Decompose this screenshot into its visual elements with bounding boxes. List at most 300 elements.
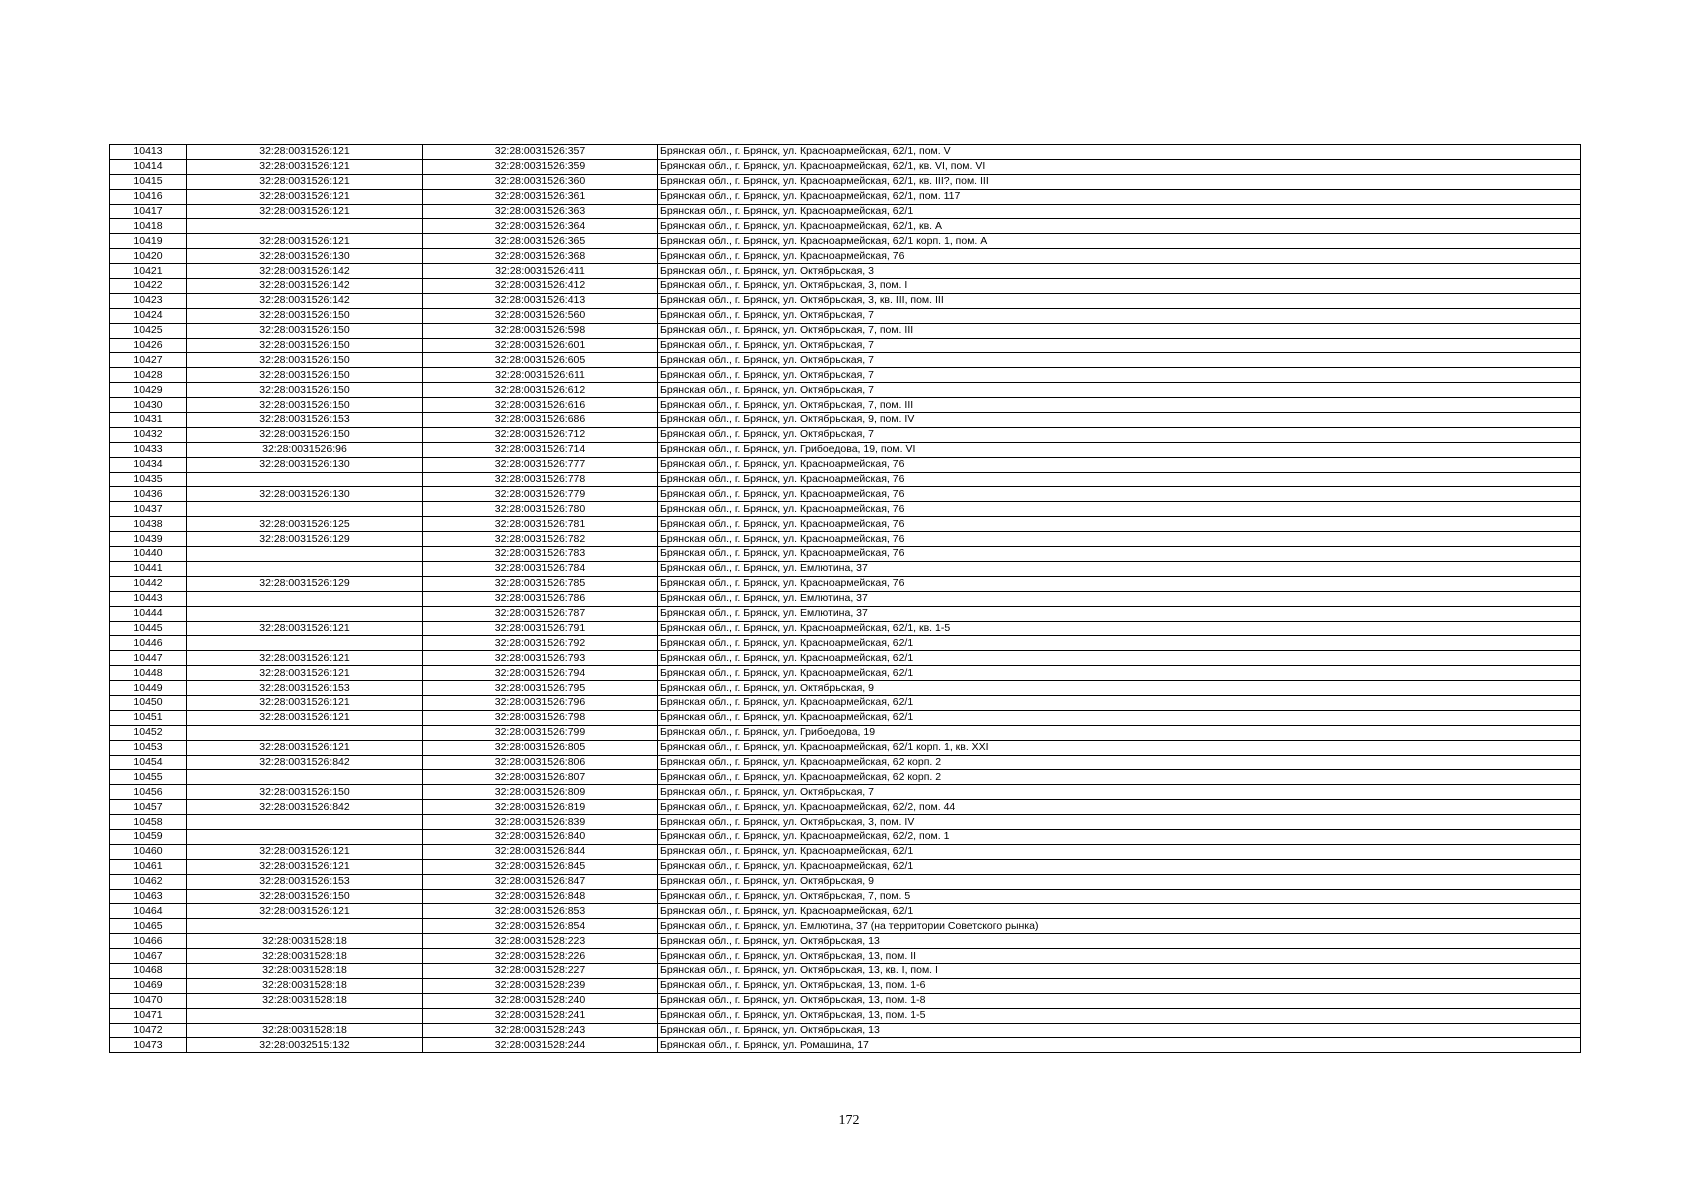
cadastral-number-cell: 32:28:0031526:783 bbox=[423, 547, 658, 562]
parent-cadastral-number-cell bbox=[187, 606, 423, 621]
row-number-cell: 10442 bbox=[110, 576, 187, 591]
parent-cadastral-number-cell: 32:28:0031526:150 bbox=[187, 398, 423, 413]
row-number-cell: 10473 bbox=[110, 1038, 187, 1053]
address-cell: Брянская обл., г. Брянск, ул. Красноармейская, 62/1 bbox=[658, 695, 1581, 710]
row-number-cell: 10417 bbox=[110, 204, 187, 219]
cadastral-number-cell: 32:28:0031526:854 bbox=[423, 919, 658, 934]
row-number-cell: 10430 bbox=[110, 398, 187, 413]
parent-cadastral-number-cell: 32:28:0031526:129 bbox=[187, 576, 423, 591]
row-number-cell: 10431 bbox=[110, 413, 187, 428]
cadastral-number-cell: 32:28:0031526:793 bbox=[423, 651, 658, 666]
address-cell: Брянская обл., г. Брянск, ул. Красноармейская, 62/2, пом. 44 bbox=[658, 800, 1581, 815]
parent-cadastral-number-cell: 32:28:0031526:153 bbox=[187, 681, 423, 696]
parent-cadastral-number-cell: 32:28:0031526:121 bbox=[187, 666, 423, 681]
parent-cadastral-number-cell bbox=[187, 919, 423, 934]
cadastral-number-cell: 32:28:0031526:363 bbox=[423, 204, 658, 219]
parent-cadastral-number-cell: 32:28:0031526:142 bbox=[187, 293, 423, 308]
table-row bbox=[110, 681, 1581, 696]
table-row bbox=[110, 174, 1581, 189]
row-number-cell: 10447 bbox=[110, 651, 187, 666]
table-row bbox=[110, 502, 1581, 517]
parent-cadastral-number-cell bbox=[187, 815, 423, 830]
parent-cadastral-number-cell: 32:28:0031526:96 bbox=[187, 442, 423, 457]
table-row bbox=[110, 993, 1581, 1008]
cadastral-number-cell: 32:28:0031526:844 bbox=[423, 844, 658, 859]
row-number-cell: 10465 bbox=[110, 919, 187, 934]
parent-cadastral-number-cell: 32:28:0031528:18 bbox=[187, 949, 423, 964]
address-cell: Брянская обл., г. Брянск, ул. Красноармейская, 62/1, пом. V bbox=[658, 145, 1581, 160]
address-cell: Брянская обл., г. Брянск, ул. Октябрьская, 7 bbox=[658, 383, 1581, 398]
address-cell: Брянская обл., г. Брянск, ул. Красноармейская, 76 bbox=[658, 517, 1581, 532]
table-row bbox=[110, 1038, 1581, 1053]
table-row bbox=[110, 487, 1581, 502]
table-row bbox=[110, 785, 1581, 800]
table-row bbox=[110, 695, 1581, 710]
table-row bbox=[110, 308, 1581, 323]
table-row bbox=[110, 279, 1581, 294]
address-cell: Брянская обл., г. Брянск, ул. Красноармейская, 76 bbox=[658, 487, 1581, 502]
cadastral-number-cell: 32:28:0031528:226 bbox=[423, 949, 658, 964]
table-row bbox=[110, 889, 1581, 904]
parent-cadastral-number-cell: 32:28:0031526:121 bbox=[187, 234, 423, 249]
address-cell: Брянская обл., г. Брянск, ул. Октябрьская, 13, кв. I, пом. I bbox=[658, 963, 1581, 978]
parent-cadastral-number-cell: 32:28:0031526:121 bbox=[187, 859, 423, 874]
address-cell: Брянская обл., г. Брянск, ул. Красноармейская, 62/1 bbox=[658, 651, 1581, 666]
cadastral-number-cell: 32:28:0031526:796 bbox=[423, 695, 658, 710]
address-cell: Брянская обл., г. Брянск, ул. Красноармейская, 76 bbox=[658, 532, 1581, 547]
row-number-cell: 10463 bbox=[110, 889, 187, 904]
parent-cadastral-number-cell: 32:28:0031526:121 bbox=[187, 204, 423, 219]
parent-cadastral-number-cell: 32:28:0031526:842 bbox=[187, 755, 423, 770]
cadastral-number-cell: 32:28:0031526:560 bbox=[423, 308, 658, 323]
cadastral-number-cell: 32:28:0031528:241 bbox=[423, 1008, 658, 1023]
row-number-cell: 10470 bbox=[110, 993, 187, 1008]
row-number-cell: 10469 bbox=[110, 978, 187, 993]
row-number-cell: 10450 bbox=[110, 695, 187, 710]
address-cell: Брянская обл., г. Брянск, ул. Емлютина, 37 (на территории Советского рынка) bbox=[658, 919, 1581, 934]
cadastral-number-cell: 32:28:0031526:361 bbox=[423, 189, 658, 204]
address-cell: Брянская обл., г. Брянск, ул. Красноармейская, 62 корп. 2 bbox=[658, 755, 1581, 770]
table-row bbox=[110, 264, 1581, 279]
parent-cadastral-number-cell: 32:28:0031526:150 bbox=[187, 889, 423, 904]
parent-cadastral-number-cell: 32:28:0031528:18 bbox=[187, 978, 423, 993]
parent-cadastral-number-cell: 32:28:0031526:153 bbox=[187, 874, 423, 889]
row-number-cell: 10425 bbox=[110, 323, 187, 338]
table-row bbox=[110, 666, 1581, 681]
cadastral-number-cell: 32:28:0031526:357 bbox=[423, 145, 658, 160]
row-number-cell: 10441 bbox=[110, 561, 187, 576]
row-number-cell: 10472 bbox=[110, 1023, 187, 1038]
address-cell: Брянская обл., г. Брянск, ул. Красноармейская, 62/1 bbox=[658, 636, 1581, 651]
table-row bbox=[110, 829, 1581, 844]
address-cell: Брянская обл., г. Брянск, ул. Красноармейская, 62/1, кв. III?, пом. III bbox=[658, 174, 1581, 189]
row-number-cell: 10466 bbox=[110, 934, 187, 949]
address-cell: Брянская обл., г. Брянск, ул. Красноармейская, 76 bbox=[658, 457, 1581, 472]
cadastral-number-cell: 32:28:0031526:799 bbox=[423, 725, 658, 740]
cadastral-number-cell: 32:28:0031526:819 bbox=[423, 800, 658, 815]
parent-cadastral-number-cell: 32:28:0031526:121 bbox=[187, 695, 423, 710]
table-row bbox=[110, 368, 1581, 383]
table-row bbox=[110, 651, 1581, 666]
address-cell: Брянская обл., г. Брянск, ул. Красноармейская, 62/1, пом. 117 bbox=[658, 189, 1581, 204]
table-row bbox=[110, 1023, 1581, 1038]
table-row bbox=[110, 145, 1581, 160]
cadastral-number-cell: 32:28:0031526:809 bbox=[423, 785, 658, 800]
cadastral-number-cell: 32:28:0031526:839 bbox=[423, 815, 658, 830]
row-number-cell: 10427 bbox=[110, 353, 187, 368]
parent-cadastral-number-cell: 32:28:0031526:130 bbox=[187, 487, 423, 502]
table-row bbox=[110, 606, 1581, 621]
address-cell: Брянская обл., г. Брянск, ул. Октябрьская, 3, кв. III, пом. III bbox=[658, 293, 1581, 308]
table-row bbox=[110, 338, 1581, 353]
parent-cadastral-number-cell: 32:28:0031526:150 bbox=[187, 308, 423, 323]
row-number-cell: 10437 bbox=[110, 502, 187, 517]
cadastral-number-cell: 32:28:0031526:798 bbox=[423, 710, 658, 725]
parent-cadastral-number-cell bbox=[187, 829, 423, 844]
cadastral-number-cell: 32:28:0031526:782 bbox=[423, 532, 658, 547]
row-number-cell: 10443 bbox=[110, 591, 187, 606]
address-cell: Брянская обл., г. Брянск, ул. Красноармейская, 76 bbox=[658, 502, 1581, 517]
address-cell: Брянская обл., г. Брянск, ул. Октябрьская, 9, пом. IV bbox=[658, 413, 1581, 428]
cadastral-number-cell: 32:28:0031528:227 bbox=[423, 963, 658, 978]
parent-cadastral-number-cell: 32:28:0031526:125 bbox=[187, 517, 423, 532]
table-row bbox=[110, 874, 1581, 889]
table-row bbox=[110, 413, 1581, 428]
parent-cadastral-number-cell: 32:28:0031526:153 bbox=[187, 413, 423, 428]
parent-cadastral-number-cell: 32:28:0031526:150 bbox=[187, 368, 423, 383]
address-cell: Брянская обл., г. Брянск, ул. Красноармейская, 62/1 корп. 1, кв. XXI bbox=[658, 740, 1581, 755]
row-number-cell: 10471 bbox=[110, 1008, 187, 1023]
table-row bbox=[110, 457, 1581, 472]
table-row bbox=[110, 576, 1581, 591]
table-row bbox=[110, 636, 1581, 651]
parent-cadastral-number-cell bbox=[187, 547, 423, 562]
parent-cadastral-number-cell: 32:28:0031528:18 bbox=[187, 963, 423, 978]
row-number-cell: 10421 bbox=[110, 264, 187, 279]
table-row bbox=[110, 427, 1581, 442]
row-number-cell: 10456 bbox=[110, 785, 187, 800]
table-row bbox=[110, 219, 1581, 234]
parent-cadastral-number-cell: 32:28:0031526:121 bbox=[187, 740, 423, 755]
address-cell: Брянская обл., г. Брянск, ул. Октябрьская, 13 bbox=[658, 1023, 1581, 1038]
address-cell: Брянская обл., г. Брянск, ул. Октябрьская, 3, пом. I bbox=[658, 279, 1581, 294]
cadastral-number-cell: 32:28:0031526:598 bbox=[423, 323, 658, 338]
parent-cadastral-number-cell: 32:28:0031526:150 bbox=[187, 427, 423, 442]
cadastral-number-cell: 32:28:0031526:779 bbox=[423, 487, 658, 502]
address-cell: Брянская обл., г. Брянск, ул. Красноармейская, 62/1 bbox=[658, 204, 1581, 219]
table-row bbox=[110, 472, 1581, 487]
cadastral-number-cell: 32:28:0031526:853 bbox=[423, 904, 658, 919]
row-number-cell: 10460 bbox=[110, 844, 187, 859]
table-row bbox=[110, 949, 1581, 964]
row-number-cell: 10428 bbox=[110, 368, 187, 383]
address-cell: Брянская обл., г. Брянск, ул. Октябрьская, 7 bbox=[658, 785, 1581, 800]
cadastral-number-cell: 32:28:0031526:786 bbox=[423, 591, 658, 606]
parent-cadastral-number-cell: 32:28:0031526:121 bbox=[187, 621, 423, 636]
address-cell: Брянская обл., г. Брянск, ул. Емлютина, 37 bbox=[658, 606, 1581, 621]
table-row bbox=[110, 383, 1581, 398]
table-row bbox=[110, 234, 1581, 249]
parent-cadastral-number-cell: 32:28:0031526:150 bbox=[187, 383, 423, 398]
parent-cadastral-number-cell: 32:28:0032515:132 bbox=[187, 1038, 423, 1053]
parent-cadastral-number-cell: 32:28:0031526:129 bbox=[187, 532, 423, 547]
address-cell: Брянская обл., г. Брянск, ул. Красноармейская, 76 bbox=[658, 472, 1581, 487]
cadastral-number-cell: 32:28:0031526:794 bbox=[423, 666, 658, 681]
table-row bbox=[110, 859, 1581, 874]
row-number-cell: 10461 bbox=[110, 859, 187, 874]
cadastral-number-cell: 32:28:0031526:777 bbox=[423, 457, 658, 472]
cadastral-number-cell: 32:28:0031526:791 bbox=[423, 621, 658, 636]
row-number-cell: 10436 bbox=[110, 487, 187, 502]
row-number-cell: 10455 bbox=[110, 770, 187, 785]
parent-cadastral-number-cell: 32:28:0031526:121 bbox=[187, 844, 423, 859]
row-number-cell: 10429 bbox=[110, 383, 187, 398]
parent-cadastral-number-cell: 32:28:0031526:121 bbox=[187, 710, 423, 725]
cadastral-number-cell: 32:28:0031526:806 bbox=[423, 755, 658, 770]
row-number-cell: 10458 bbox=[110, 815, 187, 830]
address-cell: Брянская обл., г. Брянск, ул. Октябрьская, 3, пом. IV bbox=[658, 815, 1581, 830]
address-cell: Брянская обл., г. Брянск, ул. Ромашина, 17 bbox=[658, 1038, 1581, 1053]
row-number-cell: 10467 bbox=[110, 949, 187, 964]
cadastral-number-cell: 32:28:0031526:411 bbox=[423, 264, 658, 279]
row-number-cell: 10446 bbox=[110, 636, 187, 651]
parent-cadastral-number-cell bbox=[187, 1008, 423, 1023]
address-cell: Брянская обл., г. Брянск, ул. Октябрьская, 7 bbox=[658, 368, 1581, 383]
row-number-cell: 10468 bbox=[110, 963, 187, 978]
row-number-cell: 10424 bbox=[110, 308, 187, 323]
address-cell: Брянская обл., г. Брянск, ул. Красноармейская, 76 bbox=[658, 576, 1581, 591]
address-cell: Брянская обл., г. Брянск, ул. Октябрьская, 9 bbox=[658, 681, 1581, 696]
parent-cadastral-number-cell: 32:28:0031526:121 bbox=[187, 174, 423, 189]
cadastral-number-cell: 32:28:0031526:714 bbox=[423, 442, 658, 457]
parent-cadastral-number-cell: 32:28:0031526:130 bbox=[187, 457, 423, 472]
row-number-cell: 10415 bbox=[110, 174, 187, 189]
address-cell: Брянская обл., г. Брянск, ул. Красноармейская, 62/1 корп. 1, пом. А bbox=[658, 234, 1581, 249]
row-number-cell: 10438 bbox=[110, 517, 187, 532]
address-cell: Брянская обл., г. Брянск, ул. Красноармейская, 76 bbox=[658, 547, 1581, 562]
row-number-cell: 10435 bbox=[110, 472, 187, 487]
address-cell: Брянская обл., г. Брянск, ул. Октябрьская, 13, пом. II bbox=[658, 949, 1581, 964]
address-cell: Брянская обл., г. Брянск, ул. Красноармейская, 62/1 bbox=[658, 844, 1581, 859]
table-row bbox=[110, 770, 1581, 785]
row-number-cell: 10422 bbox=[110, 279, 187, 294]
parent-cadastral-number-cell: 32:28:0031526:121 bbox=[187, 651, 423, 666]
table-row bbox=[110, 963, 1581, 978]
cadastral-number-cell: 32:28:0031526:807 bbox=[423, 770, 658, 785]
parent-cadastral-number-cell: 32:28:0031526:130 bbox=[187, 249, 423, 264]
address-cell: Брянская обл., г. Брянск, ул. Грибоедова, 19, пом. VI bbox=[658, 442, 1581, 457]
table-row bbox=[110, 710, 1581, 725]
parent-cadastral-number-cell: 32:28:0031528:18 bbox=[187, 993, 423, 1008]
table-row bbox=[110, 740, 1581, 755]
cadastral-number-cell: 32:28:0031528:243 bbox=[423, 1023, 658, 1038]
parent-cadastral-number-cell bbox=[187, 591, 423, 606]
table-row bbox=[110, 293, 1581, 308]
cadastral-number-cell: 32:28:0031526:686 bbox=[423, 413, 658, 428]
address-cell: Брянская обл., г. Брянск, ул. Октябрьская, 13, пом. 1-6 bbox=[658, 978, 1581, 993]
cadastral-number-cell: 32:28:0031526:359 bbox=[423, 159, 658, 174]
cadastral-number-cell: 32:28:0031526:412 bbox=[423, 279, 658, 294]
cadastral-number-cell: 32:28:0031526:605 bbox=[423, 353, 658, 368]
address-cell: Брянская обл., г. Брянск, ул. Грибоедова, 19 bbox=[658, 725, 1581, 740]
parent-cadastral-number-cell bbox=[187, 502, 423, 517]
parent-cadastral-number-cell: 32:28:0031528:18 bbox=[187, 934, 423, 949]
address-cell: Брянская обл., г. Брянск, ул. Красноармейская, 62 корп. 2 bbox=[658, 770, 1581, 785]
row-number-cell: 10416 bbox=[110, 189, 187, 204]
cadastral-number-cell: 32:28:0031528:244 bbox=[423, 1038, 658, 1053]
table-row bbox=[110, 815, 1581, 830]
cadastral-number-cell: 32:28:0031526:784 bbox=[423, 561, 658, 576]
table-row bbox=[110, 755, 1581, 770]
cadastral-number-cell: 32:28:0031526:364 bbox=[423, 219, 658, 234]
address-cell: Брянская обл., г. Брянск, ул. Октябрьская, 13, пом. 1-5 bbox=[658, 1008, 1581, 1023]
parent-cadastral-number-cell: 32:28:0031526:150 bbox=[187, 338, 423, 353]
cadastral-number-cell: 32:28:0031526:805 bbox=[423, 740, 658, 755]
cadastral-number-cell: 32:28:0031526:612 bbox=[423, 383, 658, 398]
address-cell: Брянская обл., г. Брянск, ул. Октябрьская, 9 bbox=[658, 874, 1581, 889]
table-row bbox=[110, 978, 1581, 993]
cadastral-number-cell: 32:28:0031528:239 bbox=[423, 978, 658, 993]
registry-table bbox=[109, 144, 1581, 1053]
table-row bbox=[110, 725, 1581, 740]
table-row bbox=[110, 442, 1581, 457]
table-row bbox=[110, 904, 1581, 919]
address-cell: Брянская обл., г. Брянск, ул. Емлютина, 37 bbox=[658, 591, 1581, 606]
table-row bbox=[110, 353, 1581, 368]
cadastral-number-cell: 32:28:0031526:780 bbox=[423, 502, 658, 517]
cadastral-number-cell: 32:28:0031526:840 bbox=[423, 829, 658, 844]
address-cell: Брянская обл., г. Брянск, ул. Красноармейская, 62/1 bbox=[658, 904, 1581, 919]
parent-cadastral-number-cell: 32:28:0031526:142 bbox=[187, 279, 423, 294]
parent-cadastral-number-cell: 32:28:0031526:150 bbox=[187, 353, 423, 368]
parent-cadastral-number-cell: 32:28:0031526:842 bbox=[187, 800, 423, 815]
row-number-cell: 10433 bbox=[110, 442, 187, 457]
address-cell: Брянская обл., г. Брянск, ул. Емлютина, 37 bbox=[658, 561, 1581, 576]
address-cell: Брянская обл., г. Брянск, ул. Октябрьская, 7 bbox=[658, 353, 1581, 368]
table-row bbox=[110, 398, 1581, 413]
address-cell: Брянская обл., г. Брянск, ул. Октябрьская, 7, пом. III bbox=[658, 398, 1581, 413]
row-number-cell: 10418 bbox=[110, 219, 187, 234]
cadastral-number-cell: 32:28:0031526:847 bbox=[423, 874, 658, 889]
row-number-cell: 10419 bbox=[110, 234, 187, 249]
parent-cadastral-number-cell bbox=[187, 636, 423, 651]
table-row bbox=[110, 800, 1581, 815]
table-row bbox=[110, 561, 1581, 576]
table-row bbox=[110, 323, 1581, 338]
cadastral-number-cell: 32:28:0031526:413 bbox=[423, 293, 658, 308]
row-number-cell: 10434 bbox=[110, 457, 187, 472]
row-number-cell: 10448 bbox=[110, 666, 187, 681]
row-number-cell: 10453 bbox=[110, 740, 187, 755]
parent-cadastral-number-cell: 32:28:0031526:142 bbox=[187, 264, 423, 279]
address-cell: Брянская обл., г. Брянск, ул. Красноармейская, 62/2, пом. 1 bbox=[658, 829, 1581, 844]
table-row bbox=[110, 547, 1581, 562]
row-number-cell: 10426 bbox=[110, 338, 187, 353]
table-row bbox=[110, 204, 1581, 219]
table-row bbox=[110, 249, 1581, 264]
row-number-cell: 10445 bbox=[110, 621, 187, 636]
cadastral-number-cell: 32:28:0031526:781 bbox=[423, 517, 658, 532]
address-cell: Брянская обл., г. Брянск, ул. Красноармейская, 62/1 bbox=[658, 710, 1581, 725]
table-row bbox=[110, 517, 1581, 532]
row-number-cell: 10462 bbox=[110, 874, 187, 889]
table-row bbox=[110, 919, 1581, 934]
cadastral-number-cell: 32:28:0031526:792 bbox=[423, 636, 658, 651]
address-cell: Брянская обл., г. Брянск, ул. Красноармейская, 62/1 bbox=[658, 859, 1581, 874]
cadastral-number-cell: 32:28:0031526:848 bbox=[423, 889, 658, 904]
row-number-cell: 10451 bbox=[110, 710, 187, 725]
parent-cadastral-number-cell: 32:28:0031526:150 bbox=[187, 785, 423, 800]
cadastral-number-cell: 32:28:0031526:360 bbox=[423, 174, 658, 189]
cadastral-number-cell: 32:28:0031526:601 bbox=[423, 338, 658, 353]
row-number-cell: 10439 bbox=[110, 532, 187, 547]
address-cell: Брянская обл., г. Брянск, ул. Октябрьская, 7 bbox=[658, 427, 1581, 442]
table-row bbox=[110, 621, 1581, 636]
address-cell: Брянская обл., г. Брянск, ул. Октябрьская, 3 bbox=[658, 264, 1581, 279]
parent-cadastral-number-cell bbox=[187, 219, 423, 234]
parent-cadastral-number-cell bbox=[187, 725, 423, 740]
cadastral-number-cell: 32:28:0031528:240 bbox=[423, 993, 658, 1008]
row-number-cell: 10413 bbox=[110, 145, 187, 160]
row-number-cell: 10440 bbox=[110, 547, 187, 562]
address-cell: Брянская обл., г. Брянск, ул. Октябрьская, 7 bbox=[658, 308, 1581, 323]
row-number-cell: 10423 bbox=[110, 293, 187, 308]
address-cell: Брянская обл., г. Брянск, ул. Красноармейская, 62/1, кв. VI, пом. VI bbox=[658, 159, 1581, 174]
row-number-cell: 10454 bbox=[110, 755, 187, 770]
table-row bbox=[110, 159, 1581, 174]
parent-cadastral-number-cell: 32:28:0031526:121 bbox=[187, 145, 423, 160]
row-number-cell: 10444 bbox=[110, 606, 187, 621]
cadastral-number-cell: 32:28:0031526:611 bbox=[423, 368, 658, 383]
cadastral-number-cell: 32:28:0031526:365 bbox=[423, 234, 658, 249]
parent-cadastral-number-cell: 32:28:0031526:121 bbox=[187, 159, 423, 174]
cadastral-number-cell: 32:28:0031526:368 bbox=[423, 249, 658, 264]
row-number-cell: 10459 bbox=[110, 829, 187, 844]
address-cell: Брянская обл., г. Брянск, ул. Красноармейская, 62/1, кв. 1-5 bbox=[658, 621, 1581, 636]
address-cell: Брянская обл., г. Брянск, ул. Октябрьская, 13, пом. 1-8 bbox=[658, 993, 1581, 1008]
address-cell: Брянская обл., г. Брянск, ул. Октябрьская, 7, пом. III bbox=[658, 323, 1581, 338]
row-number-cell: 10464 bbox=[110, 904, 187, 919]
address-cell: Брянская обл., г. Брянск, ул. Октябрьская, 7, пом. 5 bbox=[658, 889, 1581, 904]
row-number-cell: 10457 bbox=[110, 800, 187, 815]
cadastral-number-cell: 32:28:0031526:845 bbox=[423, 859, 658, 874]
table-row bbox=[110, 591, 1581, 606]
row-number-cell: 10452 bbox=[110, 725, 187, 740]
address-cell: Брянская обл., г. Брянск, ул. Октябрьская, 7 bbox=[658, 338, 1581, 353]
parent-cadastral-number-cell: 32:28:0031526:150 bbox=[187, 323, 423, 338]
address-cell: Брянская обл., г. Брянск, ул. Красноармейская, 76 bbox=[658, 249, 1581, 264]
row-number-cell: 10420 bbox=[110, 249, 187, 264]
cadastral-number-cell: 32:28:0031526:785 bbox=[423, 576, 658, 591]
cadastral-number-cell: 32:28:0031526:795 bbox=[423, 681, 658, 696]
cadastral-number-cell: 32:28:0031526:616 bbox=[423, 398, 658, 413]
cadastral-number-cell: 32:28:0031528:223 bbox=[423, 934, 658, 949]
cadastral-number-cell: 32:28:0031526:712 bbox=[423, 427, 658, 442]
parent-cadastral-number-cell: 32:28:0031528:18 bbox=[187, 1023, 423, 1038]
parent-cadastral-number-cell bbox=[187, 472, 423, 487]
table-row bbox=[110, 934, 1581, 949]
table-row bbox=[110, 189, 1581, 204]
registry-table-body bbox=[110, 145, 1581, 1053]
parent-cadastral-number-cell bbox=[187, 770, 423, 785]
address-cell: Брянская обл., г. Брянск, ул. Октябрьская, 13 bbox=[658, 934, 1581, 949]
address-cell: Брянская обл., г. Брянск, ул. Красноармейская, 62/1, кв. А bbox=[658, 219, 1581, 234]
cadastral-number-cell: 32:28:0031526:778 bbox=[423, 472, 658, 487]
cadastral-number-cell: 32:28:0031526:787 bbox=[423, 606, 658, 621]
row-number-cell: 10414 bbox=[110, 159, 187, 174]
parent-cadastral-number-cell: 32:28:0031526:121 bbox=[187, 904, 423, 919]
parent-cadastral-number-cell: 32:28:0031526:121 bbox=[187, 189, 423, 204]
